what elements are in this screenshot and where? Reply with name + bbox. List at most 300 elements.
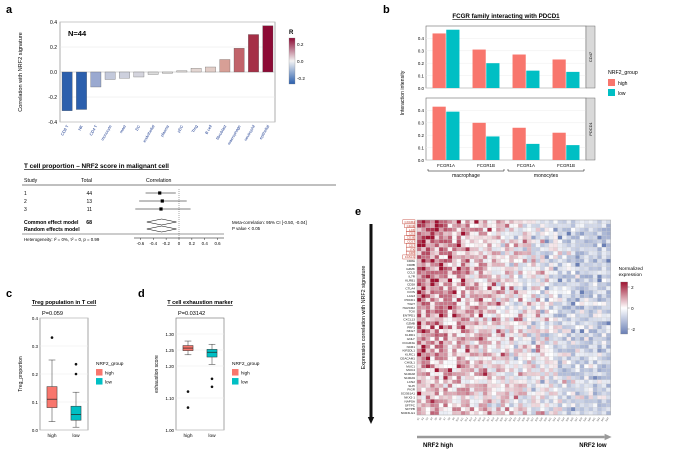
panel-e-cell [487, 220, 491, 224]
panel-e-cell [549, 290, 553, 294]
panel-e-cell [461, 302, 465, 306]
panel-e-cell [562, 236, 566, 240]
panel-e-cell [505, 411, 509, 415]
panel-e-cell [589, 325, 593, 329]
panel-e-cell [562, 220, 566, 224]
panel-e-cell [562, 407, 566, 411]
panel-e-cell [417, 337, 421, 341]
panel-e-cell [558, 310, 562, 314]
panel-e-cell [518, 341, 522, 345]
panel-e-cell [549, 360, 553, 364]
panel-e-cell [439, 220, 443, 224]
panel-e-cell [509, 255, 513, 259]
panel-e-cell [553, 376, 557, 380]
panel-e-gene-label: KLRC1 [405, 352, 415, 357]
panel-e-cell [545, 259, 549, 263]
panel-e-cell [527, 360, 531, 364]
panel-e-cell [536, 321, 540, 325]
panel-b-strip-label: PDCD1 [588, 122, 593, 136]
panel-d-ytick: 1.25 [165, 347, 174, 353]
panel-e-right-axis-label: NRF2 low [579, 443, 607, 449]
panel-e-cell [589, 267, 593, 271]
panel-e-cell [514, 314, 518, 318]
panel-e-cell [483, 279, 487, 283]
panel-e-cell [474, 263, 478, 267]
panel-e-cell [518, 236, 522, 240]
panel-e-cell [461, 341, 465, 345]
panel-e-cell [540, 396, 544, 400]
panel-e-cell [531, 240, 535, 244]
panel-e-cell [575, 407, 579, 411]
panel-e-cell [536, 314, 540, 318]
panel-e-cell [426, 282, 430, 286]
panel-e-cell [417, 220, 421, 224]
panel-e-cell [505, 333, 509, 337]
panel-e-cell [514, 380, 518, 384]
panel-e-cell [523, 368, 527, 372]
panel-e-cell [567, 302, 571, 306]
panel-e-cell [593, 392, 597, 396]
panel-c-title: Treg population in T cell [31, 300, 97, 306]
panel-e-cell [430, 345, 434, 349]
panel-e-cell [487, 360, 491, 364]
panel-a-bar [162, 72, 172, 73]
panel-e-cell [465, 318, 469, 322]
panel-e-cell [593, 360, 597, 364]
panel-e-cell [461, 286, 465, 290]
panel-e-cell [606, 407, 610, 411]
panel-e-cell [483, 267, 487, 271]
panel-e-cell [549, 318, 553, 322]
panel-e-cell [584, 310, 588, 314]
panel-e-cell [417, 349, 421, 353]
panel-e-cell [457, 310, 461, 314]
panel-e-cell [593, 259, 597, 263]
panel-e-cell [597, 333, 601, 337]
panel-e-cell [580, 271, 584, 275]
panel-e-cell [606, 286, 610, 290]
panel-e-cell [553, 282, 557, 286]
panel-e-cell [580, 396, 584, 400]
panel-e-cell [531, 360, 535, 364]
panel-e-cell [426, 240, 430, 244]
panel-e-cell [584, 267, 588, 271]
panel-e-cell [514, 321, 518, 325]
panel-e-cell [606, 364, 610, 368]
panel-e-cell [597, 259, 601, 263]
panel-e-cell [479, 220, 483, 224]
panel-e-cell [523, 286, 527, 290]
panel-e-cell [571, 220, 575, 224]
panel-e-cell [540, 298, 544, 302]
panel-e-cell [514, 368, 518, 372]
panel-e-cell [443, 224, 447, 228]
panel-e-cell [584, 294, 588, 298]
panel-e-cell [509, 396, 513, 400]
panel-e-cell [487, 240, 491, 244]
panel-e-cell [527, 380, 531, 384]
panel-e-cell [593, 341, 597, 345]
panel-e-cell [496, 224, 500, 228]
panel-e-cell [470, 372, 474, 376]
panel-e-cell [531, 321, 535, 325]
panel-e-cell [589, 372, 593, 376]
panel-e-gene-label: TOX [408, 309, 415, 314]
panel-e-cell [580, 345, 584, 349]
panel-e-cell [443, 372, 447, 376]
panel-e-cell [584, 349, 588, 353]
panel-e-cell [465, 388, 469, 392]
panel-e-cell [567, 325, 571, 329]
panel-e-cell [417, 411, 421, 415]
panel-e-sample-label: S10 [455, 417, 461, 423]
panel-e-cell [589, 279, 593, 283]
panel-e-cell [589, 232, 593, 236]
panel-e-cell [509, 368, 513, 372]
forest-title: T cell proportion – NRF2 score in malignant cell [24, 163, 169, 170]
panel-e-cell [461, 411, 465, 415]
panel-d-legend-label: high [241, 370, 250, 376]
panel-e-cell [531, 224, 535, 228]
panel-e-cell [430, 337, 434, 341]
panel-e-cell [575, 384, 579, 388]
panel-e-cell [421, 228, 425, 232]
panel-e-cell [589, 396, 593, 400]
panel-e-cell [439, 290, 443, 294]
panel-e-cell [496, 396, 500, 400]
panel-e-cell [509, 380, 513, 384]
panel-e-cell [580, 329, 584, 333]
panel-e-cell [505, 353, 509, 357]
panel-e-cell [531, 259, 535, 263]
panel-e-cell [496, 380, 500, 384]
panel-e-cell [492, 411, 496, 415]
panel-e-cell [558, 247, 562, 251]
panel-e-cell [452, 240, 456, 244]
panel-a-bar [234, 48, 244, 72]
panel-e-cell [527, 263, 531, 267]
panel-e-cell [474, 275, 478, 279]
panel-e-cell [540, 360, 544, 364]
panel-e-cell [567, 407, 571, 411]
panel-e-cell [479, 275, 483, 279]
forest-meta-correlation: Meta-correlation: 95% CI [-0.50, -0.04] [232, 220, 307, 225]
panel-e-cell [518, 282, 522, 286]
panel-e-cell [514, 228, 518, 232]
panel-e-sample-label: S41 [591, 417, 597, 423]
panel-e-cell [597, 302, 601, 306]
panel-e-cell [580, 306, 584, 310]
panel-e-legend-tick: 0 [631, 305, 634, 311]
panel-e-cell [501, 220, 505, 224]
panel-e-gene-label: HAVCR2 [402, 305, 415, 310]
panel-e-cell [558, 372, 562, 376]
panel-e-cell [518, 310, 522, 314]
panel-e-cell [492, 329, 496, 333]
panel-e-legend-tick: -2 [631, 326, 636, 332]
panel-e-cell [505, 388, 509, 392]
panel-e-cell [584, 360, 588, 364]
panel-e-cell [448, 329, 452, 333]
panel-e-cell [597, 282, 601, 286]
panel-e-cell [593, 310, 597, 314]
panel-e-cell [492, 380, 496, 384]
panel-e-cell [443, 290, 447, 294]
panel-e-cell [527, 224, 531, 228]
panel-e-cell [597, 247, 601, 251]
panel-e-cell [553, 368, 557, 372]
panel-e-cell [430, 392, 434, 396]
panel-e-cell [421, 259, 425, 263]
panel-e-gene-label: MUC4 [406, 368, 415, 373]
panel-e-cell [430, 357, 434, 361]
panel-e-cell [518, 357, 522, 361]
panel-e-cell [505, 321, 509, 325]
panel-e-sample-label: S9 [451, 417, 456, 422]
panel-e-cell [527, 255, 531, 259]
panel-e-cell [606, 228, 610, 232]
panel-e-cell [421, 399, 425, 403]
panel-e-cell [571, 407, 575, 411]
panel-e-cell [514, 286, 518, 290]
panel-e-cell [501, 329, 505, 333]
panel-c-outlier [75, 373, 78, 376]
panel-e-gene-label: KLRD1 [405, 333, 415, 338]
panel-e-cell [562, 306, 566, 310]
panel-e-cell [470, 333, 474, 337]
panel-e-cell [540, 368, 544, 372]
panel-e-cell [509, 349, 513, 353]
panel-e-cell [562, 376, 566, 380]
panel-b-ytick: 0.0 [417, 85, 424, 91]
panel-e-cell [479, 349, 483, 353]
panel-e-cell [479, 243, 483, 247]
panel-e-cell [527, 302, 531, 306]
panel-e-cell [606, 380, 610, 384]
panel-e-cell [562, 286, 566, 290]
panel-e-cell [562, 399, 566, 403]
panel-e-cell [448, 275, 452, 279]
panel-e-cell [435, 251, 439, 255]
panel-e-cell [492, 302, 496, 306]
panel-e-cell [421, 341, 425, 345]
panel-e-cell [501, 341, 505, 345]
panel-e-cell [536, 360, 540, 364]
panel-e-cell [505, 294, 509, 298]
panel-e-cell [487, 302, 491, 306]
panel-e-cell [593, 294, 597, 298]
panel-e-cell [589, 384, 593, 388]
panel-b-bar [553, 133, 566, 160]
panel-e-cell [492, 255, 496, 259]
panel-e-cell [465, 321, 469, 325]
panel-e-cell [474, 259, 478, 263]
panel-e-cell [430, 318, 434, 322]
panel-e-cell [518, 392, 522, 396]
panel-d-outlier [211, 378, 214, 381]
panel-e-cell [505, 407, 509, 411]
panel-e-cell [523, 236, 527, 240]
panel-e-cell [501, 333, 505, 337]
panel-e-cell [501, 411, 505, 415]
panel-e-cell [602, 255, 606, 259]
panel-e-cell [492, 388, 496, 392]
panel-e-cell [487, 380, 491, 384]
panel-e-cell [527, 407, 531, 411]
panel-e-legend-tick: 2 [631, 284, 634, 290]
panel-e-cell [430, 259, 434, 263]
panel-e-cell [584, 392, 588, 396]
panel-b-ytick: 0.2 [417, 61, 424, 66]
panel-e-cell [523, 380, 527, 384]
panel-e-cell [549, 302, 553, 306]
panel-e-cell [457, 279, 461, 283]
panel-e-cell [430, 247, 434, 251]
panel-e-cell [584, 353, 588, 357]
panel-e-cell [470, 251, 474, 255]
panel-e-cell [457, 411, 461, 415]
panel-e-cell [465, 333, 469, 337]
panel-e-cell [426, 372, 430, 376]
panel-e-cell [474, 318, 478, 322]
panel-e-cell [567, 341, 571, 345]
panel-e-cell [540, 310, 544, 314]
panel-e-cell [483, 275, 487, 279]
panel-e-cell [571, 384, 575, 388]
panel-e-cell [514, 399, 518, 403]
panel-e-cell [514, 220, 518, 224]
panel-e-cell [545, 286, 549, 290]
panel-e-cell [562, 318, 566, 322]
panel-e-cell [527, 364, 531, 368]
panel-e-cell [465, 220, 469, 224]
panel-e-cell [567, 357, 571, 361]
panel-e-cell [435, 403, 439, 407]
panel-e-cell [492, 243, 496, 247]
panel-e-cell [549, 376, 553, 380]
panel-e-cell [487, 255, 491, 259]
panel-e-cell [470, 267, 474, 271]
panel-e-cell [421, 403, 425, 407]
panel-c-box [71, 406, 81, 420]
panel-e-cell [496, 392, 500, 396]
panel-e-cell [479, 224, 483, 228]
panel-e-cell [549, 259, 553, 263]
panel-e-cell [457, 290, 461, 294]
panel-e-cell [426, 360, 430, 364]
panel-e-cell [575, 349, 579, 353]
panel-e-sample-label: S32 [552, 417, 557, 423]
panel-e-cell [536, 306, 540, 310]
panel-e-cell [461, 282, 465, 286]
panel-e-cell [492, 364, 496, 368]
panel-e-cell [540, 337, 544, 341]
panel-e-cell [571, 349, 575, 353]
panel-e-cell [479, 357, 483, 361]
panel-e-cell [606, 247, 610, 251]
panel-e-cell [501, 392, 505, 396]
panel-e-cell [575, 251, 579, 255]
panel-e-cell [448, 392, 452, 396]
panel-e-cell [465, 380, 469, 384]
panel-b-legend-label: low [618, 91, 626, 97]
panel-e-gene-label: CD3E [406, 235, 415, 240]
panel-e-cell [527, 251, 531, 255]
panel-e-cell [474, 357, 478, 361]
panel-e-cell [505, 349, 509, 353]
panel-e-cell [439, 396, 443, 400]
panel-e-cell [567, 314, 571, 318]
panel-e-cell [483, 368, 487, 372]
panel-e-cell [435, 298, 439, 302]
panel-e-cell [426, 337, 430, 341]
panel-e-cell [527, 243, 531, 247]
panel-e-cell [443, 345, 447, 349]
panel-e-cell [470, 220, 474, 224]
panel-e-cell [593, 290, 597, 294]
panel-e-gene-label: CD8B [406, 262, 415, 267]
panel-e-cell [465, 364, 469, 368]
panel-e-cell [496, 306, 500, 310]
panel-e-cell [487, 341, 491, 345]
panel-e-cell [483, 259, 487, 263]
panel-e-cell [435, 271, 439, 275]
panel-e-cell [483, 396, 487, 400]
panel-e-cell [421, 286, 425, 290]
panel-e-cell [426, 392, 430, 396]
panel-e-cell [545, 232, 549, 236]
panel-e-cell [417, 294, 421, 298]
panel-e-cell [426, 403, 430, 407]
panel-e-cell [417, 236, 421, 240]
panel-e-cell [509, 220, 513, 224]
panel-e-cell [593, 279, 597, 283]
panel-e-cell [580, 247, 584, 251]
panel-e-cell [584, 247, 588, 251]
panel-e-cell [523, 341, 527, 345]
panel-e-cell [562, 349, 566, 353]
panel-e-sample-label: S29 [538, 417, 544, 423]
panel-e-cell [527, 372, 531, 376]
panel-e-cell [514, 341, 518, 345]
panel-e-cell [452, 345, 456, 349]
panel-e-cell [457, 368, 461, 372]
panel-e-cell [558, 271, 562, 275]
panel-e-cell [606, 384, 610, 388]
panel-e-cell [575, 263, 579, 267]
panel-e-cell [479, 321, 483, 325]
panel-e-gene-label: PIGR [407, 387, 415, 392]
panel-e-cell [501, 251, 505, 255]
panel-e-cell [580, 380, 584, 384]
panel-e-cell [474, 388, 478, 392]
panel-e-cell [589, 403, 593, 407]
panel-e-cell [562, 298, 566, 302]
panel-e-cell [606, 345, 610, 349]
panel-e-cell [421, 411, 425, 415]
panel-e-cell [470, 275, 474, 279]
panel-e-cell [487, 345, 491, 349]
panel-e-cell [575, 399, 579, 403]
panel-e-cell [483, 384, 487, 388]
panel-e-cell [580, 360, 584, 364]
panel-e-cell [527, 271, 531, 275]
panel-e-cell [602, 275, 606, 279]
panel-e-cell [575, 259, 579, 263]
panel-e-cell [479, 302, 483, 306]
forest-common-effect-label: Common effect model [24, 220, 79, 226]
panel-e-cell [479, 341, 483, 345]
